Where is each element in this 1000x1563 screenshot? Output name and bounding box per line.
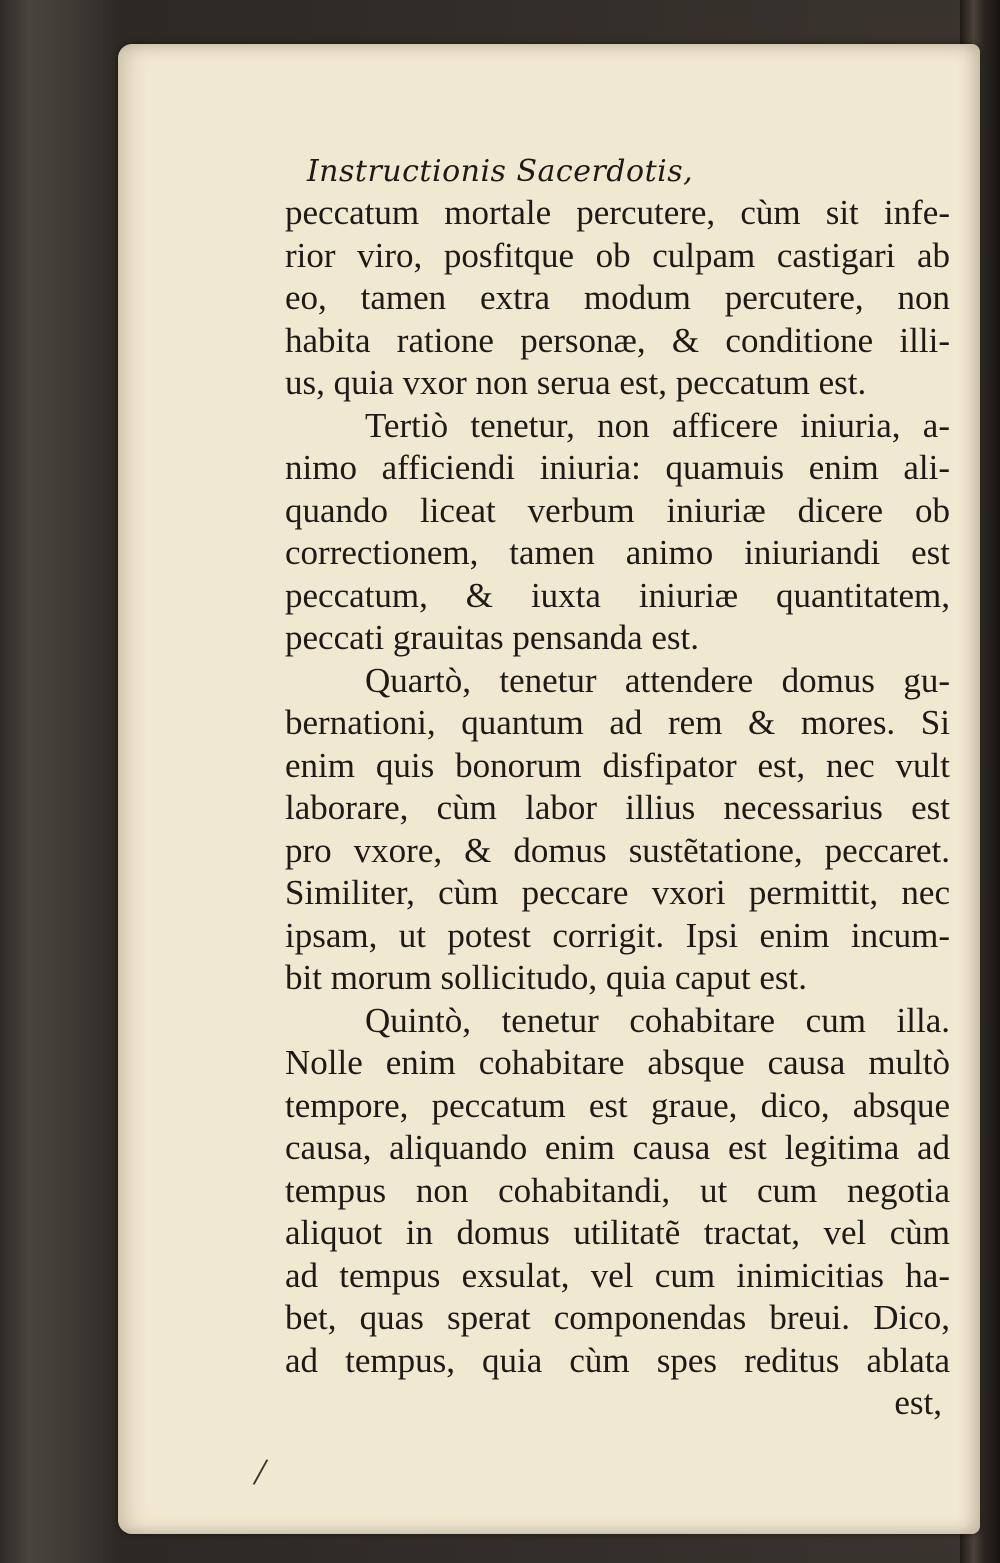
text-line: causa, aliquando enim causa est legitima ad [285, 1128, 950, 1167]
text-line: ipsam, ut potest corrigit. Ipsi enim incum- [285, 915, 950, 955]
text-line: peccatum, & iuxta iniuriæ quantitatem, [285, 575, 950, 615]
text-line: tempore, peccatum est graue, dico, absque [285, 1085, 950, 1125]
text-line: ad tempus, quia cùm spes reditus ablata [285, 1340, 950, 1380]
text-line: eo, tamen extra modum percutere, non [285, 278, 950, 317]
text-line: correctionem, tamen animo iniuriandi est [285, 533, 950, 572]
text-line: enim quis bonorum disfipator est, nec vult [285, 745, 950, 785]
text-line: us, quia vxor non serua est, peccatum est. [285, 363, 867, 402]
text-line: pro vxore, & domus sustẽtatione, peccaret. [285, 830, 950, 870]
text-line: Quintò, tenetur cohabitare cum illa. [365, 1000, 950, 1040]
text-line: tempus non cohabitandi, ut cum negotia [285, 1170, 950, 1210]
text-line: Nolle enim cohabitare absque causa multò [285, 1043, 950, 1082]
text-line: nimo afficiendi iniuria: quamuis enim ali- [285, 448, 950, 487]
body-text [285, 192, 950, 1425]
text-line: laborare, cùm labor illius necessarius est [285, 788, 950, 827]
catchword: est, [894, 1383, 942, 1422]
text-line: Similiter, cùm peccare vxori permittit, nec [285, 873, 950, 912]
margin-mark: / [251, 1448, 270, 1495]
text-line: bet, quas sperat componendas breui. Dico, [285, 1298, 950, 1337]
text-line: peccatum mortale percutere, cùm sit infe- [285, 193, 950, 232]
text-line: bit morum sollicitudo, quia caput est. [285, 958, 808, 997]
text-line: Quartò, tenetur attendere domus gu- [365, 660, 950, 700]
text-line: peccati grauitas pensanda est. [285, 618, 699, 657]
text-line: bernationi, quantum ad rem & mores. Si [285, 703, 950, 742]
text-line: Tertiò tenetur, non afficere iniuria, a- [365, 405, 950, 445]
text-line: habita ratione personæ, & conditione illi- [285, 320, 950, 360]
text-line: quando liceat verbum iniuriæ dicere ob [285, 490, 950, 530]
text-line: rior viro, posfitque ob culpam castigari ab [285, 235, 950, 275]
text-line: ad tempus exsulat, vel cum inimicitias ha- [285, 1255, 950, 1295]
text-line: aliquot in domus utilitatẽ tractat, vel cùm [285, 1213, 950, 1252]
running-title: Instructionis Sacerdotis, [306, 154, 694, 189]
